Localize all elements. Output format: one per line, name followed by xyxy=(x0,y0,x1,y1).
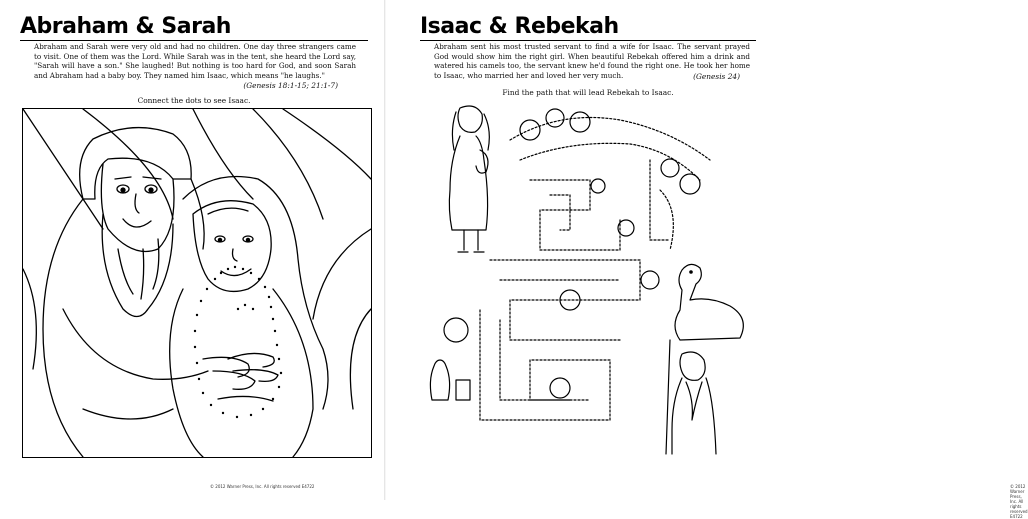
maze-paths xyxy=(480,118,710,421)
title-divider xyxy=(420,40,756,41)
scripture-reference: (Genesis 18:1-15; 21:1-7) xyxy=(243,81,338,90)
title-divider xyxy=(20,40,368,41)
story-text: Abraham sent his most trusted servant to find a wife for Isaac. The servant prayed God would show him the right girl. When beautiful Rebekah offered him a drink and watered his camels too, the servant knew he'd found the right one. He took her home to Isaac, who married her and loved her very much. xyxy=(434,42,750,80)
copyright-footer: © 2012 Warner Press, Inc. All rights reserved E4722 xyxy=(1010,484,1028,519)
activity-instruction: Connect the dots to see Isaac. xyxy=(137,96,251,105)
page-title: Abraham & Sarah xyxy=(20,14,231,39)
rebekah-figure xyxy=(449,106,489,252)
scripture-reference: (Genesis 24) xyxy=(693,72,740,81)
left-page xyxy=(0,0,386,500)
rebekah-isaac-maze xyxy=(420,100,758,454)
water-jars xyxy=(430,360,470,400)
isaac-figure xyxy=(666,340,716,454)
page-title: Isaac & Rebekah xyxy=(420,14,619,39)
abraham-sarah-drawing xyxy=(23,109,371,457)
maze-illustration xyxy=(420,100,758,454)
camel-figure xyxy=(675,264,743,340)
right-page xyxy=(386,0,1028,519)
copyright-footer: © 2012 Warner Press, Inc. All rights reserved E4722 xyxy=(210,484,315,489)
connect-the-dots-illustration xyxy=(22,108,372,458)
activity-instruction: Find the path that will lead Rebekah to Isaac. xyxy=(502,88,674,97)
dot-outline xyxy=(194,266,282,418)
story-text: Abraham and Sarah were very old and had no children. One day three strangers came to visit. One of them was the Lord. While Sarah was in the tent, she heard the Lord say, "Sarah will have a son." She laughed! But nothing is too hard for God, and soon Sarah and Abraham had a baby boy. They named him Isaac, which means "he laughs." xyxy=(34,42,356,80)
